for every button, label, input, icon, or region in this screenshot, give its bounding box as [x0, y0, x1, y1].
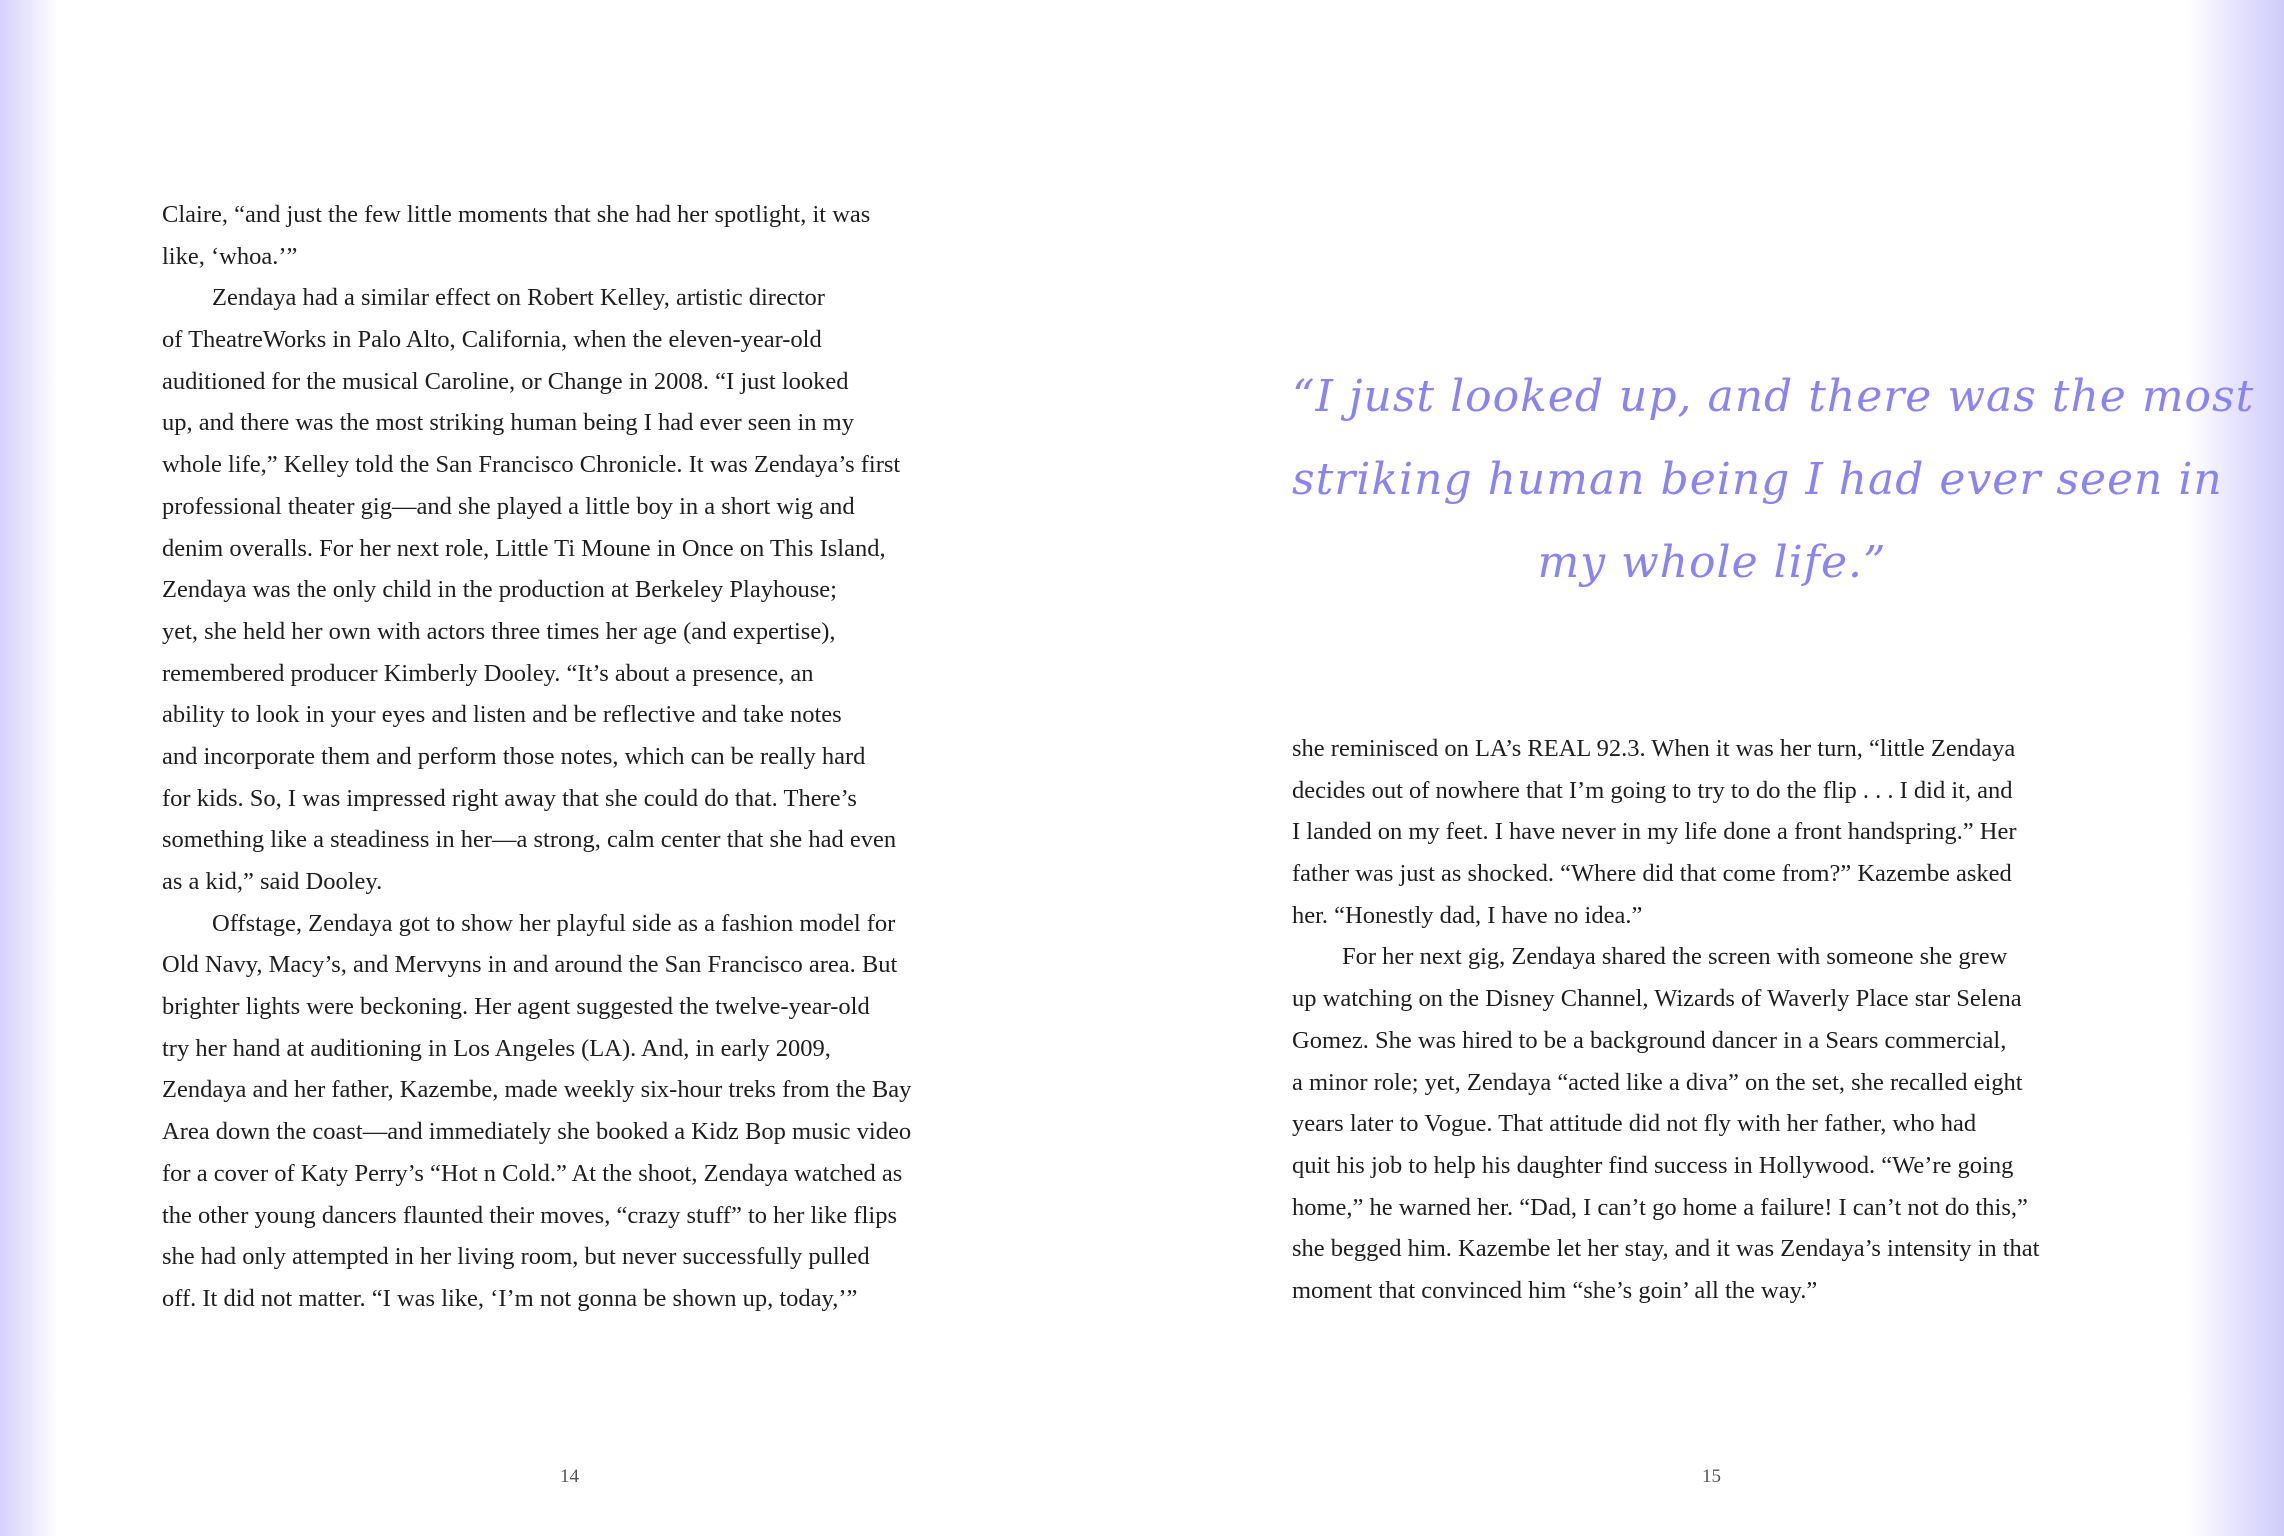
text-line: her. “Honestly dad, I have no idea.” — [1292, 901, 1643, 929]
text-line: Gomez. She was hired to be a background dancer in a Sears commercial, — [1292, 1026, 2007, 1054]
text-line: like, ‘whoa.’” — [162, 242, 298, 270]
text-line: whole life,” Kelley told the San Francisco Chronicle. It was Zendaya’s first — [162, 451, 901, 479]
text-line: remembered producer Kimberly Dooley. “It’s about a presence, an — [162, 659, 814, 687]
text-line: quit his job to help his daughter find success in Hollywood. “We’re going — [1292, 1151, 2014, 1179]
paragraph-first-line: Zendaya had a similar effect on Robert Kelley, artistic director — [212, 284, 825, 312]
text-line: for kids. So, I was impressed right away that she could do that. There’s — [162, 784, 857, 812]
right-page — [1142, 0, 2284, 1536]
text-line: Claire, “and just the few little moments that she had her spotlight, it was — [162, 201, 871, 228]
text-line: up, and there was the most striking human being I had ever seen in my — [162, 409, 854, 437]
pull-quote-line: “I just looked up, and there was the most — [1292, 371, 2255, 422]
paragraph-first-line: For her next gig, Zendaya shared the screen with someone she grew — [1342, 943, 2008, 971]
text-line: brighter lights were beckoning. Her agent suggested the twelve-year-old — [162, 993, 870, 1021]
text-line: something like a steadiness in her—a strong, calm center that she had even — [162, 826, 897, 854]
text-line: Zendaya was the only child in the production at Berkeley Playhouse; — [162, 576, 837, 604]
paragraph-first-line: Offstage, Zendaya got to show her playful side as a fashion model for — [212, 909, 896, 937]
page-number: 15 — [1702, 1466, 1721, 1487]
text-line: yet, she held her own with actors three times her age (and expertise), — [162, 617, 836, 645]
text-line: I landed on my feet. I have never in my life done a front handspring.” Her — [1292, 818, 2017, 846]
text-line: ability to look in your eyes and listen and be reflective and take notes — [162, 701, 842, 729]
text-line: up watching on the Disney Channel, Wizards of Waverly Place star Selena — [1292, 985, 2022, 1013]
pull-quote — [1292, 355, 2255, 604]
text-line: auditioned for the musical Caroline, or Change in 2008. “I just looked — [162, 367, 849, 395]
text-line: try her hand at auditioning in Los Angeles (LA). And, in early 2009, — [162, 1034, 831, 1062]
text-line: she reminisced on LA’s REAL 92.3. When it was her turn, “little Zendaya — [1292, 735, 2016, 762]
pull-quote-line: my whole life.” — [1537, 537, 1887, 588]
text-line: she begged him. Kazembe let her stay, and it was Zendaya’s intensity in that — [1292, 1235, 2040, 1263]
text-line: off. It did not matter. “I was like, ‘I’m not gonna be shown up, today,’” — [162, 1284, 858, 1312]
right-body-text — [1292, 728, 2040, 1312]
left-body-text — [162, 194, 911, 1320]
text-line: home,” he warned her. “Dad, I can’t go home a failure! I can’t not do this,” — [1292, 1193, 2028, 1221]
text-line: Area down the coast—and immediately she booked a Kidz Bop music video — [162, 1118, 912, 1146]
text-line: father was just as shocked. “Where did that come from?” Kazembe asked — [1292, 860, 2012, 888]
page-number: 14 — [560, 1466, 579, 1487]
text-line: of TheatreWorks in Palo Alto, California, when the eleven-year-old — [162, 326, 822, 354]
text-line: for a cover of Katy Perry’s “Hot n Cold.” At the shoot, Zendaya watched as — [162, 1159, 903, 1187]
pull-quote-line: striking human being I had ever seen in — [1292, 454, 2223, 505]
text-line: Old Navy, Macy’s, and Mervyns in and around the San Francisco area. But — [162, 951, 898, 979]
text-line: the other young dancers flaunted their moves, “crazy stuff” to her like flips — [162, 1201, 897, 1229]
text-line: denim overalls. For her next role, Little Ti Moune in Once on This Island, — [162, 534, 886, 562]
text-line: decides out of nowhere that I’m going to try to do the flip . . . I did it, and — [1292, 776, 2013, 804]
text-line: she had only attempted in her living room, but never successfully pulled — [162, 1243, 870, 1271]
text-line: a minor role; yet, Zendaya “acted like a diva” on the set, she recalled eight — [1292, 1068, 2023, 1096]
text-line: moment that convinced him “she’s goin’ all the way.” — [1292, 1276, 1818, 1304]
text-line: years later to Vogue. That attitude did not fly with her father, who had — [1292, 1110, 1977, 1138]
text-line: Zendaya and her father, Kazembe, made weekly six-hour treks from the Bay — [162, 1076, 912, 1104]
text-line: professional theater gig—and she played a little boy in a short wig and — [162, 492, 855, 520]
text-line: as a kid,” said Dooley. — [162, 868, 383, 895]
text-line: and incorporate them and perform those notes, which can be really hard — [162, 742, 866, 770]
